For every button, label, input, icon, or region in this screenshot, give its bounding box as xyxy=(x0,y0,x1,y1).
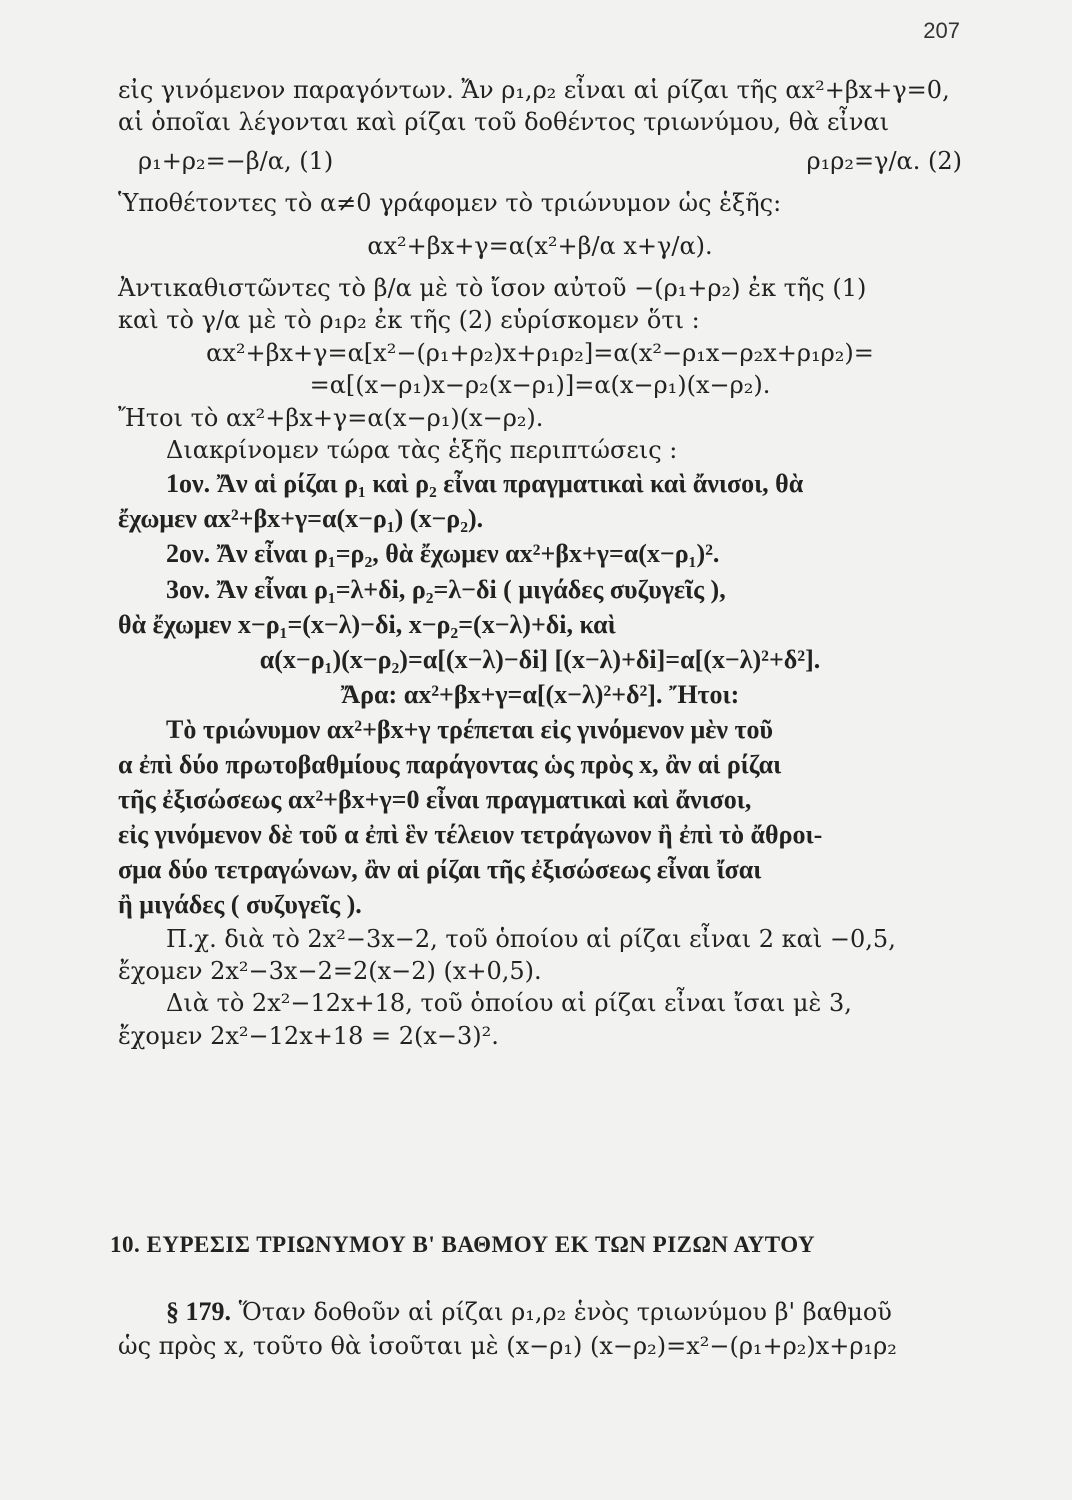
rule-line: εἰς γινόμενον δὲ τοῦ α ἐπὶ ἓν τέλειον τετράγωνον ἢ ἐπὶ τὸ ἄθροι- xyxy=(118,820,823,850)
text-line: αἱ ὁποῖαι λέγονται καὶ ρίζαι τοῦ δοθέντος τριωνύμου, θὰ εἶναι xyxy=(118,108,890,137)
equation-row xyxy=(118,145,962,177)
page-number: 207 xyxy=(923,18,960,43)
equation-5: =α[(x−ρ₁)x−ρ₂(x−ρ₁)]=α(x−ρ₁)(x−ρ₂). xyxy=(309,371,771,400)
case-3-line: 3ον. Ἄν εἶναι ρ₁=λ+δi, ρ₂=λ−δi ( μιγάδες συζυγεῖς ), xyxy=(166,574,726,604)
case-3-line: α(x−ρ₁)(x−ρ₂)=α[(x−λ)−δi] [(x−λ)+δi]=α[(x−λ)²+δ²]. xyxy=(259,644,821,674)
rule-line: Τὸ τριώνυμον αx²+βx+γ τρέπεται εἰς γινόμενον μὲν τοῦ xyxy=(166,714,773,744)
text-line: Ἀντικαθιστῶντες τὸ β/α μὲ τὸ ἴσον αὐτοῦ −(ρ₁+ρ₂) ἐκ τῆς (1) xyxy=(118,273,867,302)
text-line: καὶ τὸ γ/α μὲ τὸ ρ₁ρ₂ ἐκ τῆς (2) εὑρίσκομεν ὅτι : xyxy=(118,306,700,335)
section-line: ὡς πρὸς x, τοῦτο θὰ ἰσοῦται μὲ (x−ρ₁) (x−ρ₂)=x²−(ρ₁+ρ₂)x+ρ₁ρ₂ xyxy=(118,1332,897,1361)
equation-4: αx²+βx+γ=α[x²−(ρ₁+ρ₂)x+ρ₁ρ₂]=α(x²−ρ₁x−ρ₂x+ρ₁ρ₂)= xyxy=(206,338,874,367)
example-line: Διὰ τὸ 2x²−12x+18, τοῦ ὁποίου αἱ ρίζαι εἶναι ἴσαι μὲ 3, xyxy=(166,989,852,1018)
rule-line: σμα δύο τετραγώνων, ἂν αἱ ρίζαι τῆς ἐξισώσεως εἶναι ἴσαι xyxy=(118,855,762,885)
example-line: ἔχομεν 2x²−12x+18 = 2(x−3)². xyxy=(118,1021,499,1050)
case-1-line: ἔχωμεν αx²+βx+γ=α(x−ρ₁) (x−ρ₂). xyxy=(118,504,484,534)
rule-line: ἢ μιγάδες ( συζυγεῖς ). xyxy=(118,890,362,920)
main-text xyxy=(118,74,962,1052)
equation-2: ρ₁ρ₂=γ/α. (2) xyxy=(806,146,962,175)
equation-1: ρ₁+ρ₂=−β/α, (1) xyxy=(138,146,334,175)
rule-line: τῆς ἐξισώσεως αx²+βx+γ=0 εἶναι πραγματικαὶ καὶ ἄνισοι, xyxy=(118,785,752,815)
paragraph-number: § 179. xyxy=(166,1297,231,1326)
rule-line: α ἐπὶ δύο πρωτοβαθμίους παράγοντας ὡς πρὸς x, ἂν αἱ ρίζαι xyxy=(118,750,782,780)
text-line: Διακρίνομεν τώρα τὰς ἑξῆς περιπτώσεις : xyxy=(166,435,678,464)
section-line: Ὅταν δοθοῦν αἱ ρίζαι ρ₁,ρ₂ ἑνὸς τριωνύμου β' βαθμοῦ xyxy=(238,1298,892,1326)
case-3-line: θὰ ἔχωμεν x−ρ₁=(x−λ)−δi, x−ρ₂=(x−λ)+δi, καὶ xyxy=(118,609,616,639)
example-line: Π.χ. διὰ τὸ 2x²−3x−2, τοῦ ὁποίου αἱ ρίζαι εἶναι 2 καὶ −0,5, xyxy=(166,924,896,953)
case-1-line: 1ον. Ἄν αἱ ρίζαι ρ₁ καὶ ρ₂ εἶναι πραγματικαὶ καὶ ἄνισοι, θὰ xyxy=(166,469,804,499)
text-line: Ἤτοι τὸ αx²+βx+γ=α(x−ρ₁)(x−ρ₂). xyxy=(118,403,544,432)
section-heading: 10. ΕΥΡΕΣΙΣ ΤΡΙΩΝΥΜΟΥ Β' ΒΑΘΜΟΥ ΕΚ ΤΩΝ ΡΙΖΩΝ ΑΥΤΟΥ xyxy=(110,1232,816,1257)
case-3-line: Ἄρα: αx²+βx+γ=α[(x−λ)²+δ²]. Ἤτοι: xyxy=(340,679,740,709)
section-text xyxy=(118,1294,962,1364)
example-line: ἔχομεν 2x²−3x−2=2(x−2) (x+0,5). xyxy=(118,956,542,985)
case-2-line: 2ον. Ἄν εἶναι ρ₁=ρ₂, θὰ ἔχωμεν αx²+βx+γ=α(x−ρ₁)². xyxy=(166,539,720,569)
text-line: εἰς γινόμενον παραγόντων. Ἄν ρ₁,ρ₂ εἶναι αἱ ρίζαι τῆς αx²+βx+γ=0, xyxy=(118,76,950,104)
text-line: Ὑποθέτοντες τὸ α≠0 γράφομεν τὸ τριώνυμον ὡς ἑξῆς: xyxy=(118,189,782,218)
equation-3: αx²+βx+γ=α(x²+β/α x+γ/α). xyxy=(367,231,713,260)
